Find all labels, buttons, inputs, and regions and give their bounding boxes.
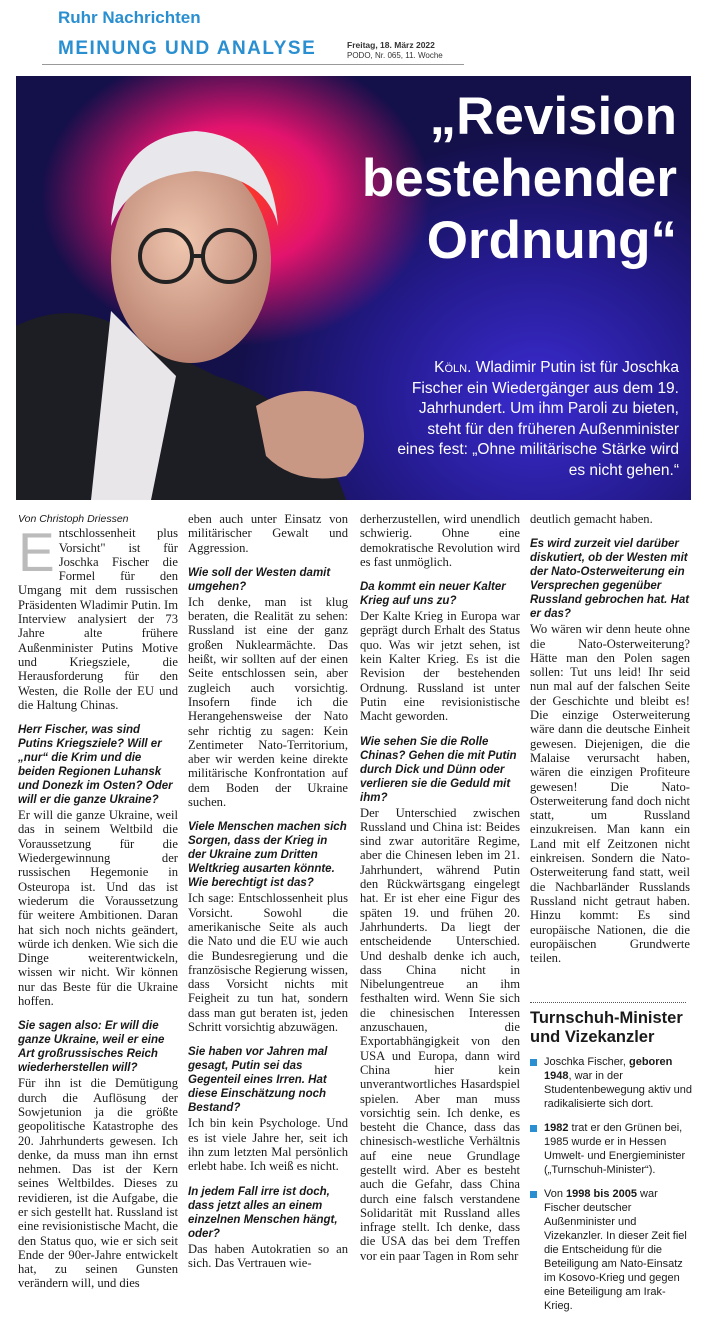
info-list	[530, 1055, 692, 1313]
answer: Ich denke, man ist klug beraten, die Realität zu sehen: Russland ist eine der ganz großen Nuklearmächte. Das heißt, wir sollten auf der einen Seite entschlossen sein, aber zugleich auch vorsichtig. Insofern finde ich die Herangehensweise der Nato sehr richtig zu sagen: Kein Zentimeter Nato-Territorium, aber wir werden keine direkte militärische Konfrontation auf dem Boden der Ukraine suchen.	[188, 594, 348, 810]
info-item-text: war Fischer deutscher Außenminister und Vizekanzler. In dieser Zeit fiel die Entscheidung für die Beteiligung am Nato-Einsatz im Kosovo-Krieg und gegen eine Beteiligung am Irak-Krieg.	[544, 1188, 687, 1312]
answer: Der Unterschied zwischen Russland und China ist: Beides sind zwar autoritäre Regime, aber die Chinesen leben im 21. Jahrhundert, während Putin den Rückwärtsgang eingelegt hat. Er ist eher eine Figur des späten 19. und frühen 20. Jahrhunderts. Da liegt der entscheidende Unterschied. Und deshalb denke ich auch, dass China nicht in Nibelungentreue an ihm festhalten wird. Wenn Sie sich die chinesischen Interessen anzuschauen, die Exportabhängigkeit von den USA und Europa, dann wird China hier kein unverantwortliches Hasardspiel spielen. Aber man muss vorsichtig sein. Ich denke, es besteht die Chance, dass das chinesisch-westliche Verhältnis auf eine neue Grundlage gestellt wird. Aber es besteht auch die Gefahr, dass China durch eine falsch verstandene Solidarität mit Russland alles infrage stellt. Ich denke, dass die USA das bei dem Treffen vor ein paar Tagen in Rom sehr	[360, 805, 520, 1263]
answer: deutlich gemacht haben.	[530, 512, 653, 526]
info-box	[530, 1002, 692, 1323]
answer: Ich sage: Entschlossenheit plus Vorsicht. Sowohl die amerikanische Seite als auch die Nato und die EU wie auch die Bundesregierung und die französische Regierung wissen, dass Vorsicht nichts mit Feigheit zu tun hat, sondern dass man gut beraten ist, jeden Schritt vorsichtig abzuwägen.	[188, 891, 348, 1035]
question: Wie soll der Westen damit umgehen?	[188, 566, 331, 593]
question: Herr Fischer, was sind Putins Kriegsziele? Will er „nur“ die Krim und die beiden Regionen Luhansk und Donezk im Osten? Oder will er die ganze Ukraine?	[18, 724, 173, 807]
info-item-bold: 1982	[544, 1122, 569, 1134]
headline-line-3: Ordnung“	[426, 211, 677, 270]
info-item	[530, 1055, 692, 1111]
answer: Für ihn ist die Demütigung durch die Auflösung der Sowjetunion ja die größte geopolitische Katastrophe des 20. Jahrhunderts gewesen. Ich denke, da muss man ihn ernst nehmen. Das ist der Kern seines Weltbildes. Dieses zu revidieren, ist die Aufgabe, die er sich gestellt hat. Russland ist eine revisionistische Macht, die den Status quo, wie er sich seit Ende der 90er-Jahre entwickelt hat, zu seinen Gunsten verändern will, und dies	[18, 1076, 178, 1291]
column-4	[530, 512, 690, 965]
bullet-square-icon	[530, 1125, 537, 1132]
masthead	[0, 0, 708, 70]
column-2	[188, 512, 348, 1270]
bullet-square-icon	[530, 1191, 537, 1198]
question: Sie sagen also: Er will die ganze Ukraine, weil er eine Art großrussisches Reich wiederherstellen will?	[18, 1020, 165, 1075]
section-title: MEINUNG UND ANALYSE	[58, 38, 317, 59]
question: Es wird zurzeit viel darüber diskutiert, ob der Westen mit der Nato-Osterweiterung ein Versprechen gegenüber Russland gebrochen hat. Hat er das?	[530, 538, 690, 621]
masthead-rule	[42, 64, 464, 65]
dateline	[347, 40, 443, 61]
answer: derherzustellen, wird unendlich schwierig. Ohne eine demokratische Revolution wird es fast unmöglich.	[360, 512, 520, 569]
answer: Wo wären wir denn heute ohne die Nato-Osterweiterung? Hätte man den Polen sagen sollen: Tut uns leid! Ihr seid nun mal auf der falschen Seite der Geschichte und bleibt es! Die einzige Osterweiterung wäre dann die deutsche Einheit gewesen. Diejenigen, die die Malaise verursacht haben, wären die einzigen Profiteure gewesen! Die Nato-Osterweiterung fand doch nicht statt, um Russland einzukreisen. Man kann ein Land mit elf Zeitzonen nicht einkreisen. Sondern die Nato-Osterweiterung fand statt, weil die Nachbarländer Russlands Russland nicht getraut haben. Hinzu kommt: Es sind europäische Nationen, die die europäischen Grundwerte teilen.	[530, 622, 690, 966]
answer: Ich bin kein Psychologe. Und es ist viele Jahre her, seit ich ihn zum letzten Mal persönlich erlebt habe. Ich weiß es nicht.	[188, 1116, 348, 1174]
info-item-text: Joschka Fischer,	[544, 1056, 629, 1068]
lede-text: Wladimir Putin ist für Joschka Fischer ein Wiedergänger aus dem 19. Jahrhundert. Um ihm Paroli zu bieten, steht für den früheren Außenminister eines fest: „Ohne militärische Stärke wird es nicht gehen.“	[397, 359, 679, 479]
issue-number: PODO, Nr. 065, 11. Woche	[347, 51, 443, 60]
info-item-bold: geboren 1948	[544, 1056, 673, 1082]
hero-photo	[16, 76, 691, 500]
info-item-text: Von	[544, 1188, 567, 1200]
info-item-text: trat er den Grünen bei, 1985 wurde er in Hessen Umwelt- und Energieminister („Turnschuh-Minister“).	[544, 1122, 686, 1176]
question: Da kommt ein neuer Kalter Krieg auf uns zu?	[360, 581, 506, 608]
info-box-title-line-2: und Vizekanzler	[530, 1028, 655, 1046]
answer: eben auch unter Einsatz von militärischer Gewalt und Aggression.	[188, 512, 348, 555]
info-item	[530, 1121, 692, 1177]
info-item	[530, 1187, 692, 1313]
lede-city: Köln.	[434, 359, 472, 376]
byline: Von Christoph Driessen	[18, 513, 129, 525]
info-box-title-line-1: Turnschuh-Minister	[530, 1009, 683, 1027]
issue-date: Freitag, 18. März 2022	[347, 40, 435, 50]
intro-paragraph: ntschlossenheit plus Vorsicht" ist für Joschka Fischer die Formel für den Umgang mit dem russischen Präsidenten Wladimir Putin. Im Interview analysiert der 73 Jahre alte frühere Außenminister Putins Motive und Kriegsziele, die Herausforderung für den Westen, die Rolle der EU und die Haltung Chinas.	[18, 526, 178, 712]
answer: Er will die ganze Ukraine, weil das in seinem Weltbild die Voraussetzung für die Wiedergewinnung der russischen Hegemonie in Osteuropa ist. Und das ist wiederum die Voraussetzung für weitere Ambitionen. Daran hat sich noch nichts geändert, würde ich denken. Wie sich die Dinge weiterentwickeln, wissen wir nicht. Wir können nur das Beste für die Ukraine hoffen.	[18, 808, 178, 1009]
info-item-bold: 1998 bis 2005	[566, 1188, 637, 1200]
info-item-text: , war in der Studentenbewegung aktiv und radikalisierte sich dort.	[544, 1070, 693, 1110]
drop-cap: E	[18, 521, 55, 584]
column-1	[18, 512, 178, 1291]
lede	[387, 358, 679, 481]
dotted-divider	[530, 1002, 686, 1003]
headline	[362, 86, 677, 272]
headline-line-2: bestehender	[361, 149, 677, 208]
question: Wie sehen Sie die Rolle Chinas? Gehen die mit Putin durch Dick und Dünn oder verlieren sie die Geduld mit ihm?	[360, 735, 517, 804]
bullet-square-icon	[530, 1059, 537, 1066]
column-3	[360, 512, 520, 1263]
answer: Der Kalte Krieg in Europa war geprägt durch Erhalt des Status quo. Was wir jetzt sehen, ist kein Kalter Krieg. Es ist die Revision der bestehenden Ordnung. Russland ist unter Putin eine revisionistische Macht geworden.	[360, 609, 520, 724]
info-box-title	[530, 1009, 692, 1047]
question: Viele Menschen machen sich Sorgen, dass der Krieg in der Ukraine zum Dritten Weltkrieg ausarten könnte. Wie berechtigt ist das?	[188, 821, 347, 890]
question: Sie haben vor Jahren mal gesagt, Putin sei das Gegenteil eines Irren. Hat diese Einschätzung noch Bestand?	[188, 1046, 328, 1115]
portrait-illustration	[16, 76, 416, 500]
newspaper-brand: Ruhr Nachrichten	[58, 8, 201, 27]
headline-line-1: „Revision	[429, 87, 677, 146]
question: In jedem Fall irre ist doch, dass jetzt alles an einem einzelnen Menschen hängt, oder?	[188, 1185, 338, 1240]
answer: Das haben Autokratien so an sich. Das Vertrauen wie-	[188, 1241, 348, 1270]
